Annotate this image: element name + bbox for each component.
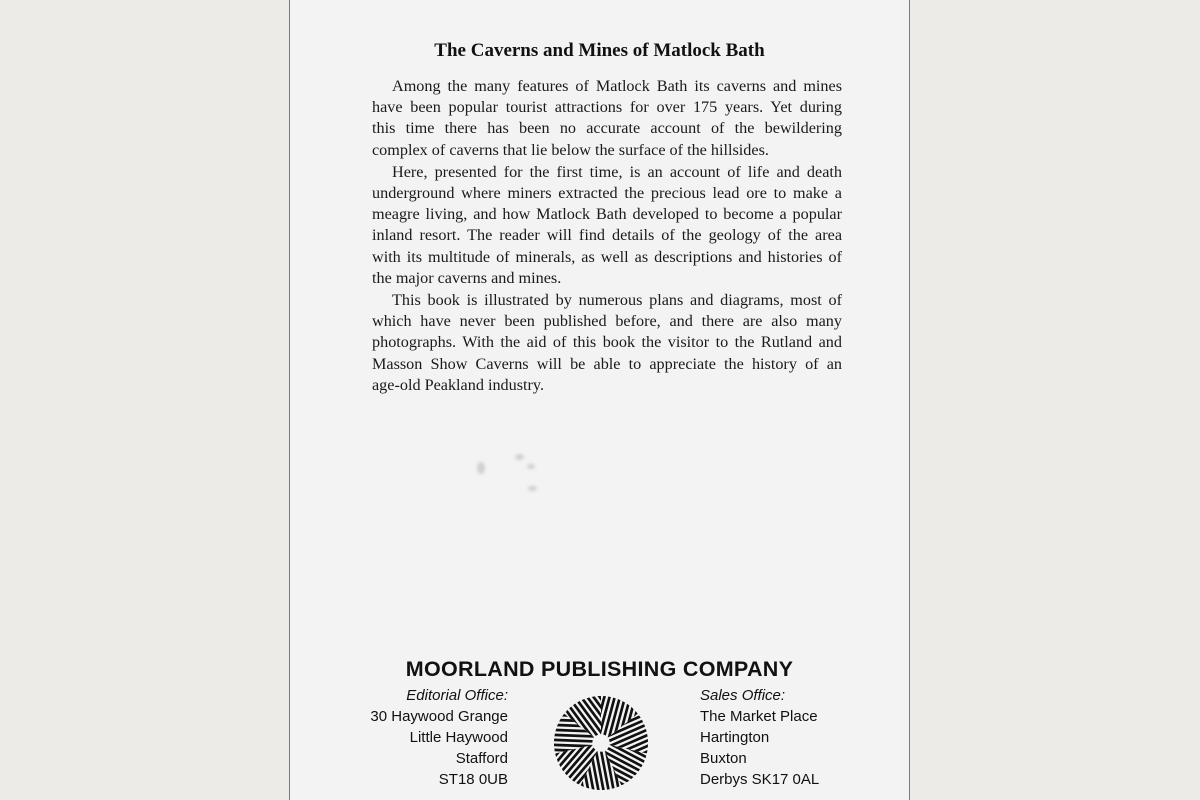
paper-smudge [477, 462, 485, 474]
blurb-line: photographs. With the aid of this book the visitor to the Rutland and [372, 333, 842, 352]
blurb-line: Here, presented for the first time, is an account of life and death [392, 162, 842, 181]
blurb-line: with its multitude of minerals, as well as descriptions and histories of [372, 247, 842, 266]
logo-stripe [553, 695, 568, 791]
back-cover-page [289, 0, 910, 800]
publisher-name: MOORLAND PUBLISHING COMPANY [405, 657, 794, 681]
sales-address-line: Hartington [700, 729, 770, 746]
logo-stripe [553, 695, 560, 791]
blurb-line: the major caverns and mines. [372, 268, 562, 287]
logo-stripe [553, 695, 649, 696]
blurb-line: Masson Show Caverns will be able to appreciate the history of an [372, 354, 842, 373]
book-title: The Caverns and Mines of Matlock Bath [434, 40, 765, 61]
blurb-line: inland resort. The reader will find details of the geology of the area [372, 226, 842, 245]
editorial-office [370, 685, 508, 790]
sales-office-heading: Sales Office: [700, 687, 786, 704]
logo-stripe [645, 695, 649, 791]
sales-address-line: Derbys SK17 0AL [700, 771, 820, 788]
logo-stripe [553, 695, 563, 791]
logo-stripe [553, 788, 649, 791]
logo-stripe [553, 695, 555, 791]
blurb-line: complex of caverns that lie below the surface of the hillsides. [372, 140, 769, 159]
blurb-line: This book is illustrated by numerous plans and diagrams, most of [392, 291, 842, 310]
logo-center [592, 734, 609, 751]
blurb-line: meagre living, and how Matlock Bath developed to become a popular [372, 205, 842, 224]
blurb-line: age-old Peakland industry. [372, 375, 545, 394]
logo-stripe [553, 695, 569, 791]
editorial-address-line: ST18 0UB [438, 771, 508, 788]
blurb-line: underground where miners extracted the precious lead ore to make a [372, 184, 842, 203]
sales-office [700, 685, 819, 790]
blurb-paragraph-3 [372, 290, 842, 396]
logo-stripe [553, 695, 578, 791]
sunburst-logo-icon [553, 695, 649, 791]
blurb-line: this time there has been no accurate account of the bewildering [372, 119, 842, 138]
blurb-line: which have never been published before, and there are also many [372, 312, 842, 331]
blurb-paragraph-1 [372, 76, 842, 161]
editorial-address-line: Little Haywood [409, 729, 508, 746]
editorial-address-line: Stafford [455, 750, 508, 767]
paper-smudge [515, 454, 524, 460]
blurb-paragraph-2 [372, 162, 842, 289]
blurb-line: have been popular tourist attractions for over 175 years. Yet during [372, 98, 842, 117]
sales-address-line: Buxton [700, 750, 747, 767]
blurb-line: Among the many features of Matlock Bath its caverns and mines [392, 77, 842, 95]
paper-smudge [527, 464, 535, 469]
paper-smudge [528, 486, 537, 491]
editorial-office-heading: Editorial Office: [406, 687, 508, 704]
blurb-text [372, 76, 842, 397]
sales-address-line: The Market Place [700, 708, 818, 725]
logo-stripe [553, 695, 564, 791]
editorial-address-line: 30 Haywood Grange [370, 708, 508, 725]
